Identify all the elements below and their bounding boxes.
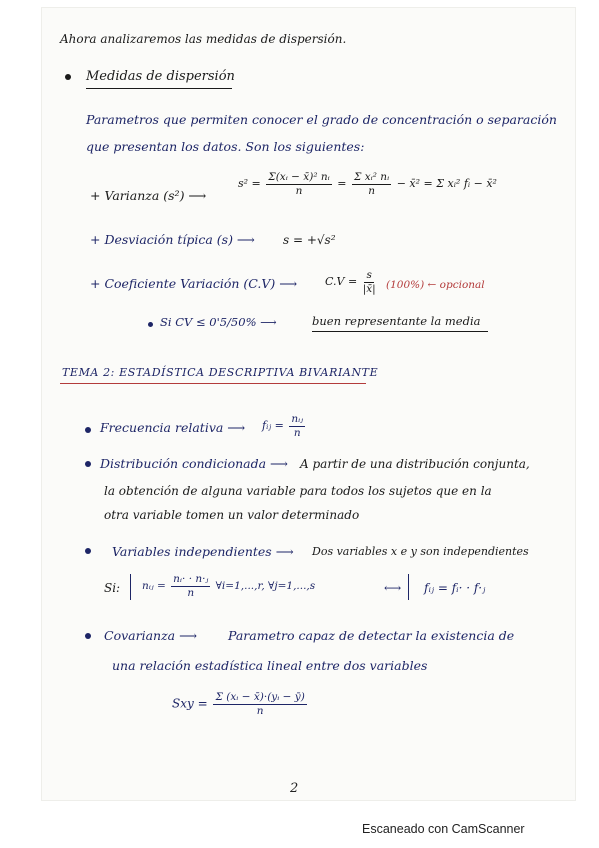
tema-underline <box>60 383 366 384</box>
cv-good-representative: buen representante la media <box>312 314 481 328</box>
cv-underline <box>312 331 488 332</box>
varianza-formula: s² = $\frac{\text{Σ(xᵢ − x̄)² nᵢ}}{n}$ = $\frac{\text{Σ xᵢ² nᵢ}}{n}$ − x̄² = Σ xᵢ² fᵢ − x̄² <box>238 171 497 197</box>
cv-label: + Coeficiente Variación (C.V) ⟶ <box>90 276 298 291</box>
indep-formula: nᵢⱼ = $\frac{\text{nᵢ· · n·ⱼ}}{n}$ ∀i=1,...,r, ∀j=1,...,s <box>142 573 316 599</box>
indep-text: Dos variables x e y son independientes <box>312 545 529 558</box>
param-line-1: Parametros que permiten conocer el grado de concentración o separación <box>86 112 557 127</box>
bracket-line <box>408 574 409 600</box>
indep-equivalence: ⟷ <box>384 581 402 595</box>
indep-label: Variables independientes ⟶ <box>112 544 294 559</box>
tema-heading: TEMA 2: ESTADÍSTICA DESCRIPTIVA BIVARIANTE <box>62 366 379 379</box>
bullet-dot <box>85 427 91 433</box>
intro-line: Ahora analizaremos las medidas de dispersión. <box>60 32 347 46</box>
desviacion-formula: s = +√s² <box>283 233 336 247</box>
cov-text-1: Parametro capaz de detectar la existencia de <box>228 628 515 643</box>
heading-underline <box>86 88 232 89</box>
freq-label: Frecuencia relativa ⟶ <box>100 420 246 435</box>
cv-threshold: Si CV ≤ 0'5/50% ⟶ <box>160 315 277 329</box>
page-number: 2 <box>290 781 299 796</box>
cond-label: Distribución condicionada ⟶ <box>100 456 288 471</box>
bullet-dot <box>65 74 71 80</box>
indep-si: Si: <box>104 581 121 595</box>
cv-optional-note: (100%) ← opcional <box>386 279 485 291</box>
cov-formula: Sxy = $\frac{\text{Σ (xᵢ − x̄)·(yᵢ − ȳ)}}{n}$ <box>172 691 305 717</box>
bullet-dot <box>148 322 153 327</box>
cov-text-2: una relación estadística lineal entre dos variables <box>112 658 428 673</box>
bullet-dot <box>85 548 91 554</box>
param-line-2: que presentan los datos. Son los siguientes: <box>86 139 365 154</box>
freq-formula: fᵢⱼ = $\frac{\text{nᵢⱼ}}{n}$ <box>262 413 304 439</box>
bracket-line <box>130 574 131 600</box>
cond-text-1: A partir de una distribución conjunta, <box>300 457 530 471</box>
cond-text-3: otra variable tomen un valor determinado <box>104 508 360 522</box>
desviacion-label: + Desviación típica (s) ⟶ <box>90 232 255 247</box>
cov-label: Covarianza ⟶ <box>104 628 198 643</box>
indep-formula-2: fᵢⱼ = fᵢ· · f·ⱼ <box>424 581 486 595</box>
cond-text-2: la obtención de alguna variable para todos los sujetos que en la <box>104 484 492 498</box>
cv-formula: C.V = $\frac{s}{|x̄|}$ <box>325 269 376 295</box>
bullet-dot <box>85 461 91 467</box>
dispersion-heading: Medidas de dispersión <box>86 69 235 84</box>
varianza-label: + Varianza (s²) ⟶ <box>90 188 207 203</box>
scanner-footer: Escaneado con CamScanner <box>362 822 525 836</box>
bullet-dot <box>85 633 91 639</box>
